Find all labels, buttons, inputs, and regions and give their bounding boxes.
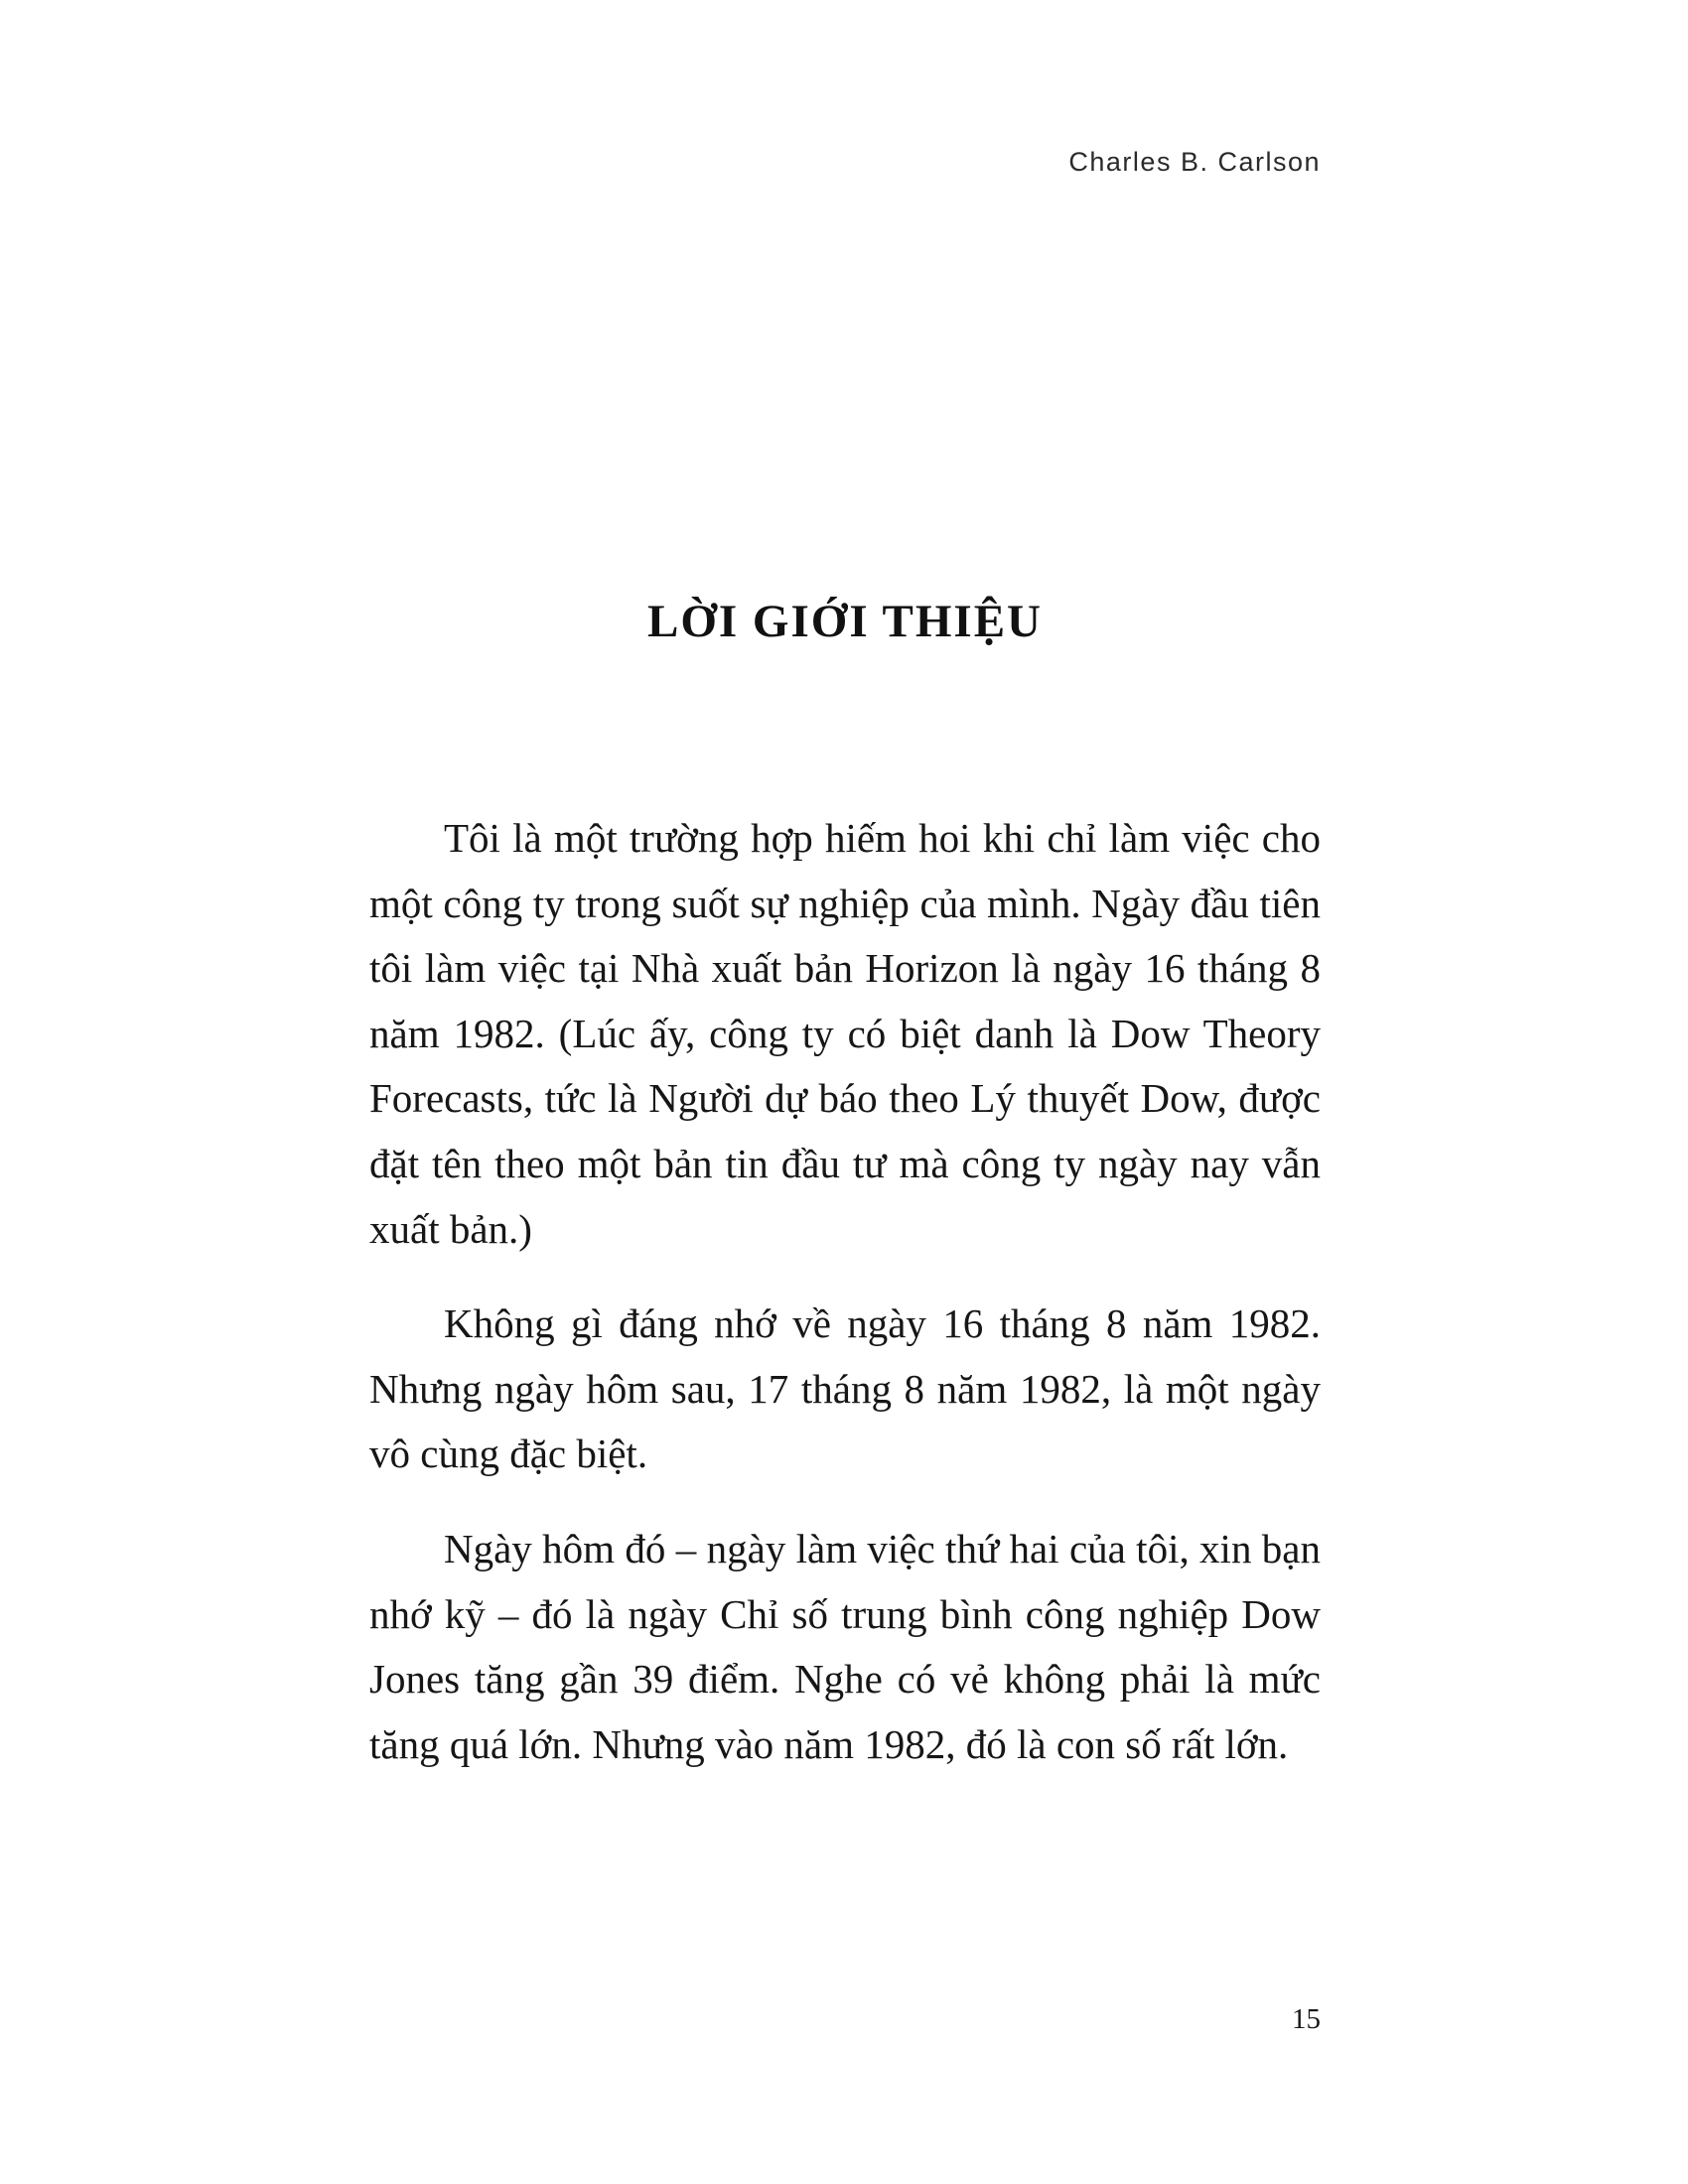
paragraph-2: Không gì đáng nhớ về ngày 16 tháng 8 năm 1982. Nhưng ngày hôm sau, 17 tháng 8 năm 1982, là một ngày vô cùng đặc biệt. — [369, 1300, 1321, 1477]
chapter-title: LỜI GIỚI THIỆU — [646, 596, 1044, 648]
running-header-author: Charles B. Carlson — [1068, 147, 1321, 177]
paragraph-1: Tôi là một trường hợp hiếm hoi khi chỉ làm việc cho một công ty trong suốt sự nghiệp của mình. Ngày đầu tiên tôi làm việc tại Nhà xuất bản Horizon là ngày 16 tháng 8 năm 1982. (Lúc ấy, công ty có biệt danh là Dow Theory Forecasts, tức là Người dự báo theo Lý thuyết Dow, được đặt tên theo một bản tin đầu tư mà công ty ngày nay vẫn xuất bản.) — [369, 815, 1321, 1252]
body-text — [369, 806, 1321, 1807]
page-number: 15 — [1292, 2003, 1321, 2035]
paragraph-3: Ngày hôm đó – ngày làm việc thứ hai của tôi, xin bạn nhớ kỹ – đó là ngày Chỉ số trung bình công nghiệp Dow Jones tăng gần 39 điểm. Nghe có vẻ không phải là mức tăng quá lớn. Nhưng vào năm 1982, đó là con số rất lớn. — [369, 1525, 1321, 1767]
